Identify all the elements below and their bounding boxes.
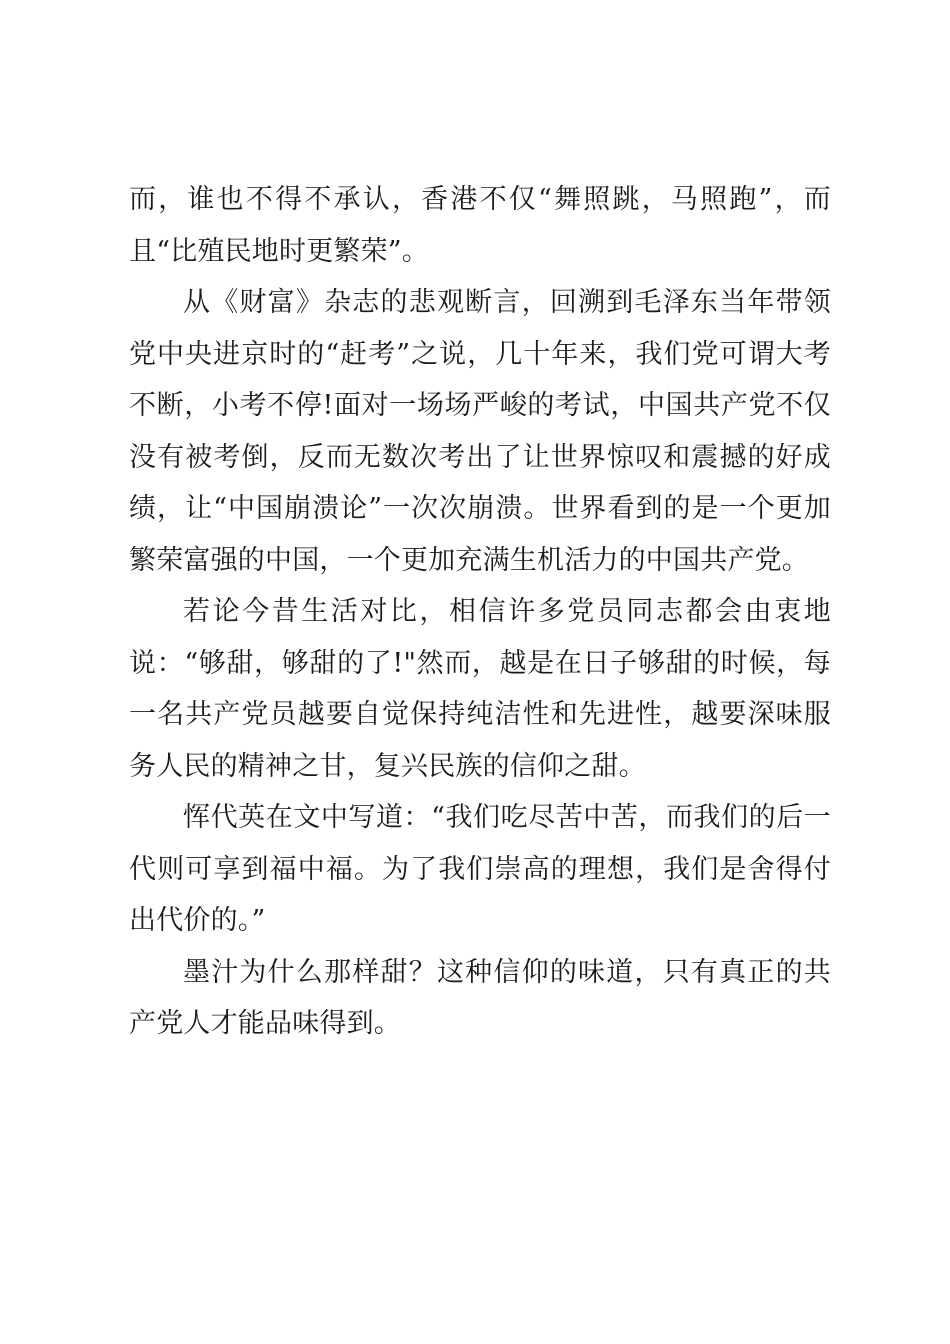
paragraph-continuation: 而，谁也不得不承认，香港不仅“舞照跳，马照跑”，而且“比殖民地时更繁荣”。 [129,184,831,267]
paragraph-fortune-exam: 从《财富》杂志的悲观断言，回溯到毛泽东当年带领党中央进京时的“赶考”之说，几十年来，我们党可谓大考不断，小考不停!面对一场场严峻的考试，中国共产党不仅没有被考倒，反而无数次考出了让世界惊叹和震撼的好成绩，让“中国崩溃论”一次次崩溃。世界看到的是一个更加繁荣富强的中国，一个更加充满生机活力的中国共产党。 [129,287,831,576]
paragraph-yun-daiying-quote: 恽代英在文中写道：“我们吃尽苦中苦，而我们的后一代则可享到福中福。为了我们崇高的理想，我们是舍得付出代价的。” [129,802,831,936]
paragraph-ink-sweet: 墨汁为什么那样甜？这种信仰的味道，只有真正的共产党人才能品味得到。 [129,956,831,1039]
article-body [129,174,831,1050]
paragraph-sweet-life: 若论今昔生活对比，相信许多党员同志都会由衷地说：“够甜，够甜的了!"然而，越是在日子够甜的时候，每一名共产党员越要自觉保持纯洁性和先进性，越要深味服务人民的精神之甘，复兴民族的信仰之甜。 [129,596,831,782]
